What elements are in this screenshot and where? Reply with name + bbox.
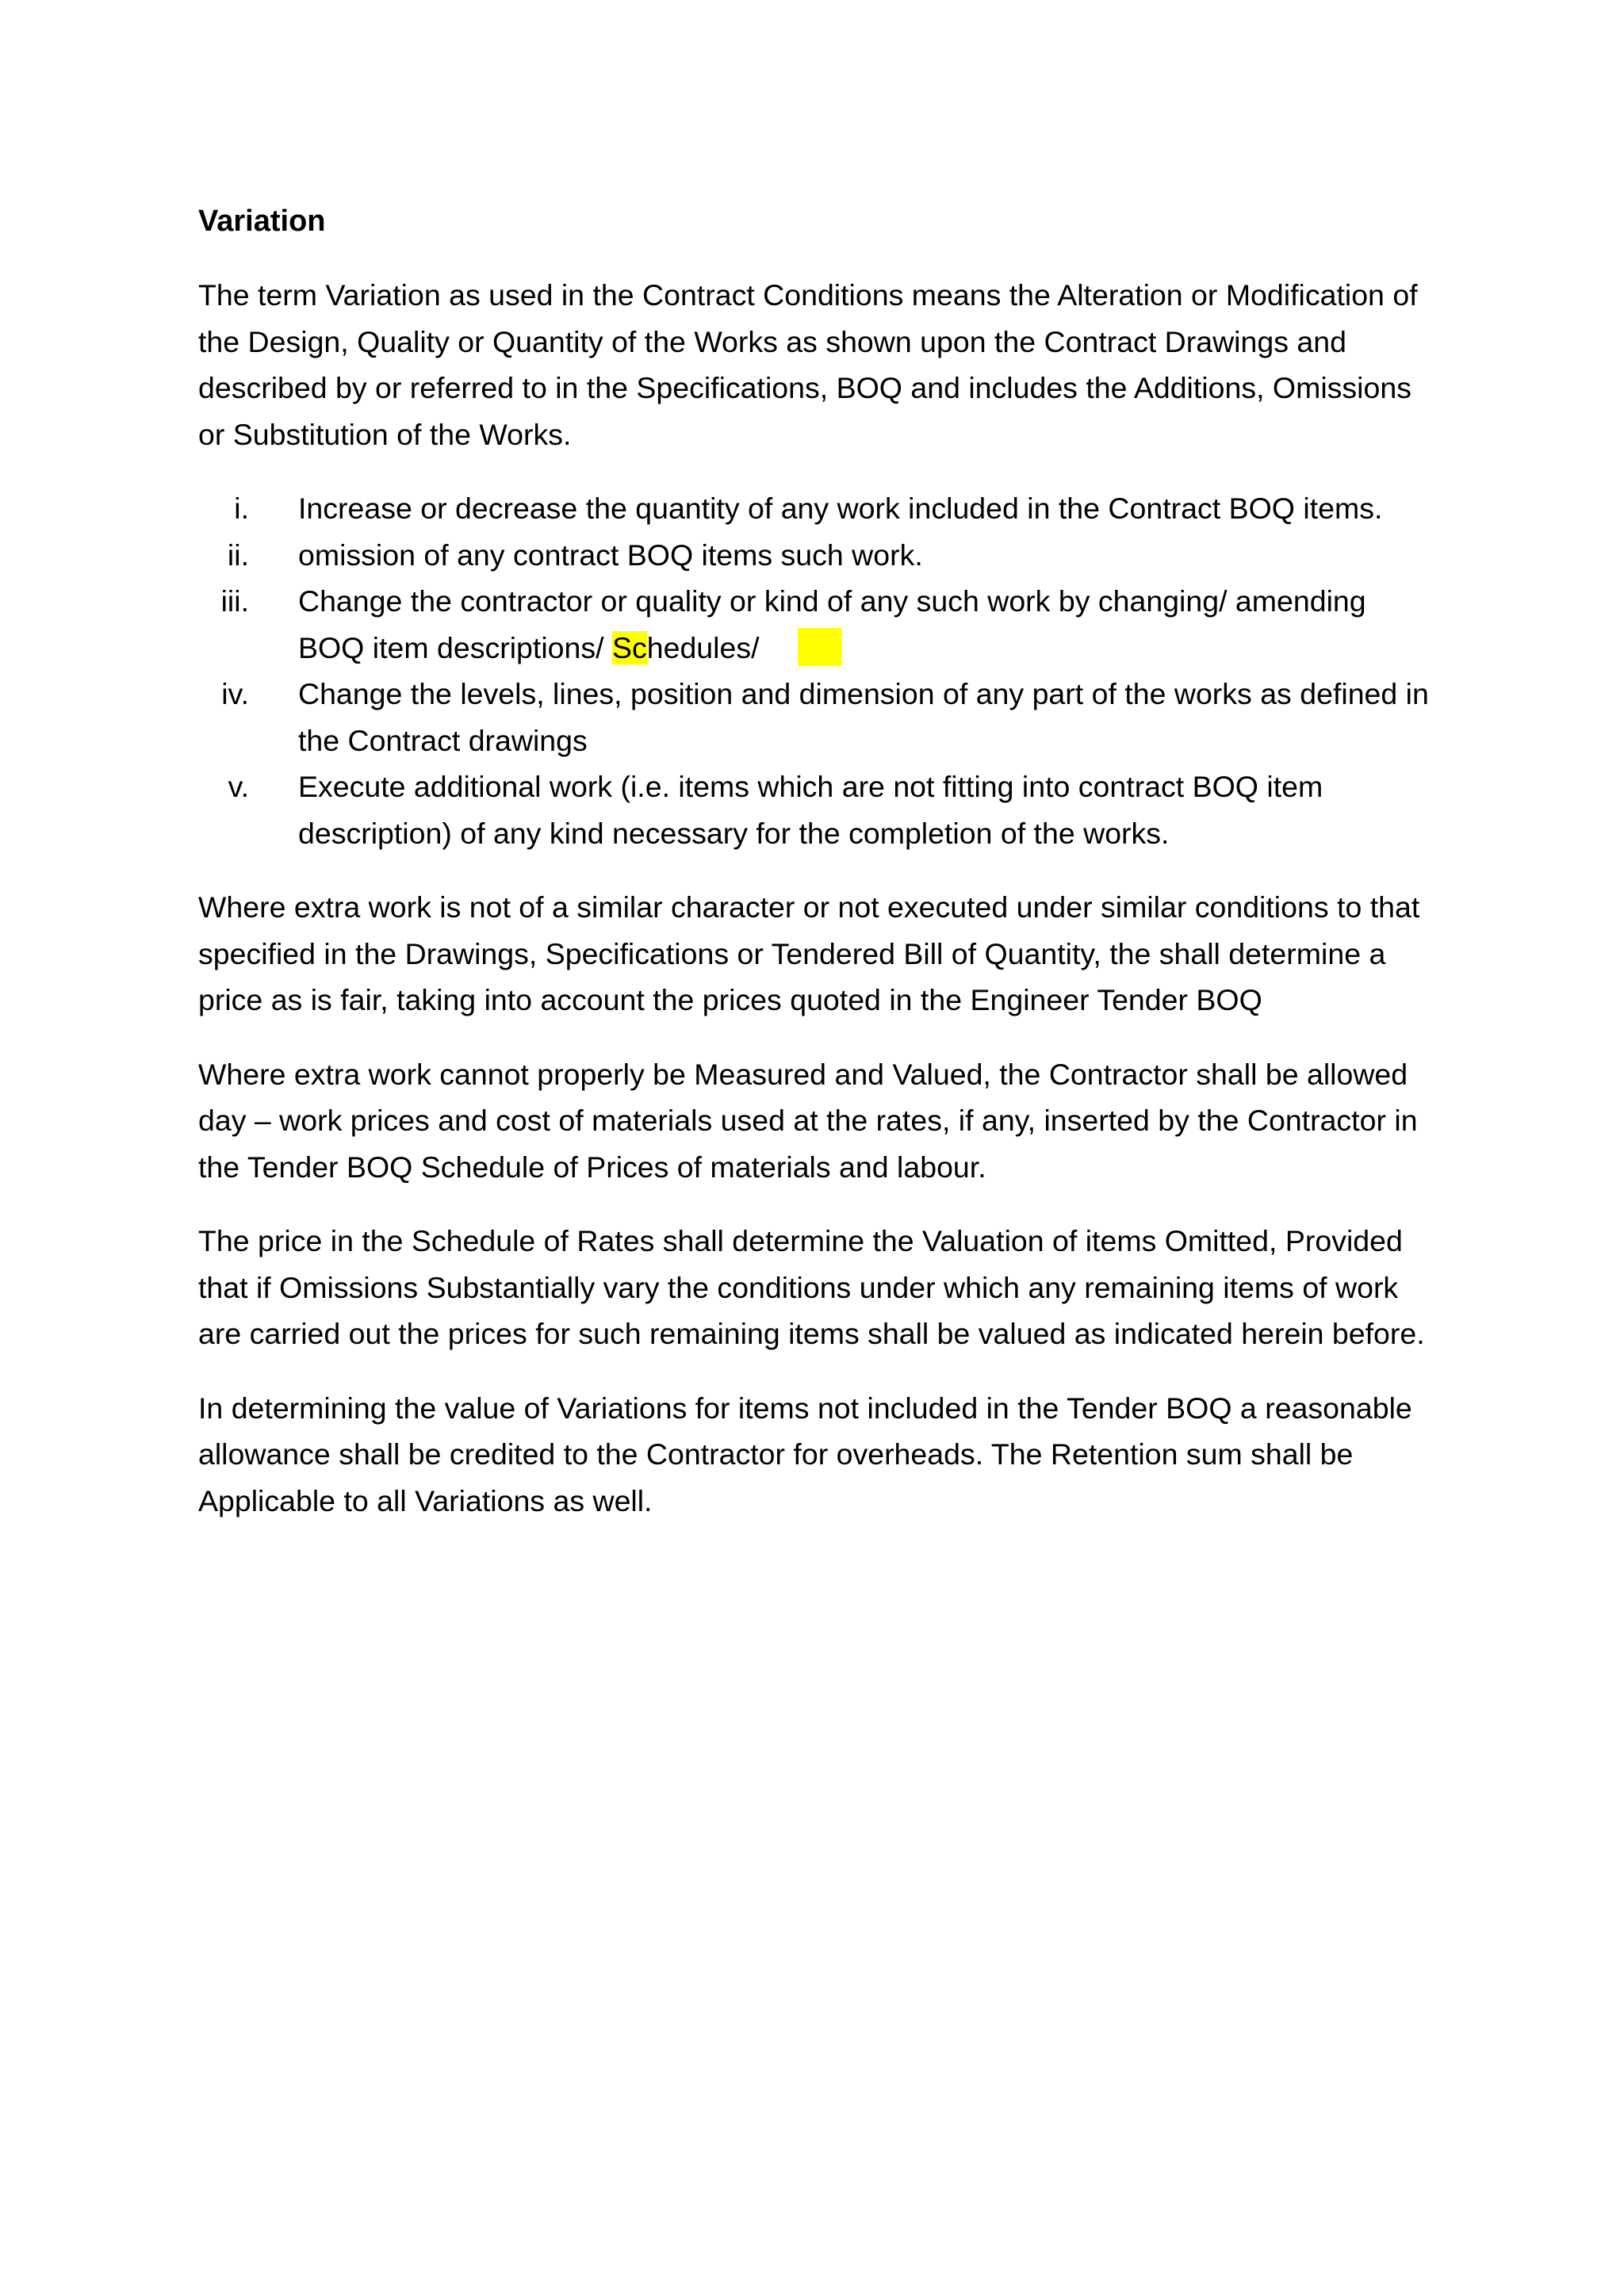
list-number: iv.	[221, 677, 249, 710]
list-item	[198, 485, 1435, 532]
list-item	[198, 671, 1435, 763]
list-item-text	[298, 578, 1435, 671]
extra-work-paragraph: Where extra work is not of a similar character or not executed under similar conditions to that specified in the Drawings, Specifications or Tendered Bill of Quantity, the shall determine a price as is fair, taking into account the prices quoted in the Engineer Tender BOQ	[198, 890, 1420, 1016]
list-item-text: omission of any contract BOQ items such work.	[298, 538, 923, 572]
document-body	[198, 198, 1435, 1552]
list-item-text: Change the levels, lines, position and dimension of any part of the works as defined in the Contract drawings	[298, 677, 1429, 757]
list-item-text-before: Change the contractor or quality or kind of any such work by changing/ amending BOQ item descriptions/	[298, 584, 1366, 664]
list-item-text-after: hedules/	[646, 630, 760, 664]
variation-list	[198, 485, 1435, 856]
list-item-text: Increase or decrease the quantity of any work included in the Contract BOQ items.	[298, 492, 1383, 525]
highlight-mark	[798, 628, 841, 666]
list-item	[198, 532, 1435, 579]
list-number: i.	[234, 492, 249, 525]
list-number: ii.	[227, 538, 249, 572]
section-heading: Variation	[198, 205, 326, 238]
highlighted-text: Sc	[611, 630, 647, 664]
schedule-of-rates-paragraph: The price in the Schedule of Rates shall determine the Valuation of items Omitted, Provided that if Omissions Substantially vary the conditions under which any remaining items of work are carried out the prices for such remaining items shall be valued as indicated herein before.	[198, 1224, 1425, 1350]
overheads-paragraph: In determining the value of Variations for items not included in the Tender BOQ a reasonable allowance shall be credited to the Contractor for overheads. The Retention sum shall be Applicable to all Variations as well.	[198, 1391, 1412, 1517]
list-number: v.	[228, 770, 249, 803]
list-number: iii.	[220, 584, 249, 618]
list-item-text: Execute additional work (i.e. items which are not fitting into contract BOQ item description) of any kind necessary for the completion of the works.	[298, 770, 1323, 850]
list-item	[198, 578, 1435, 671]
daywork-paragraph: Where extra work cannot properly be Measured and Valued, the Contractor shall be allowed day – work prices and cost of materials used at the rates, if any, inserted by the Contractor in the Tender BOQ Schedule of Prices of materials and labour.	[198, 1057, 1418, 1184]
intro-paragraph: The term Variation as used in the Contract Conditions means the Alteration or Modification of the Design, Quality or Quantity of the Works as shown upon the Contract Drawings and described by or referred to in the Specifications, BOQ and includes the Additions, Omissions or Substitution of the Works.	[198, 278, 1418, 451]
list-item	[198, 763, 1435, 856]
